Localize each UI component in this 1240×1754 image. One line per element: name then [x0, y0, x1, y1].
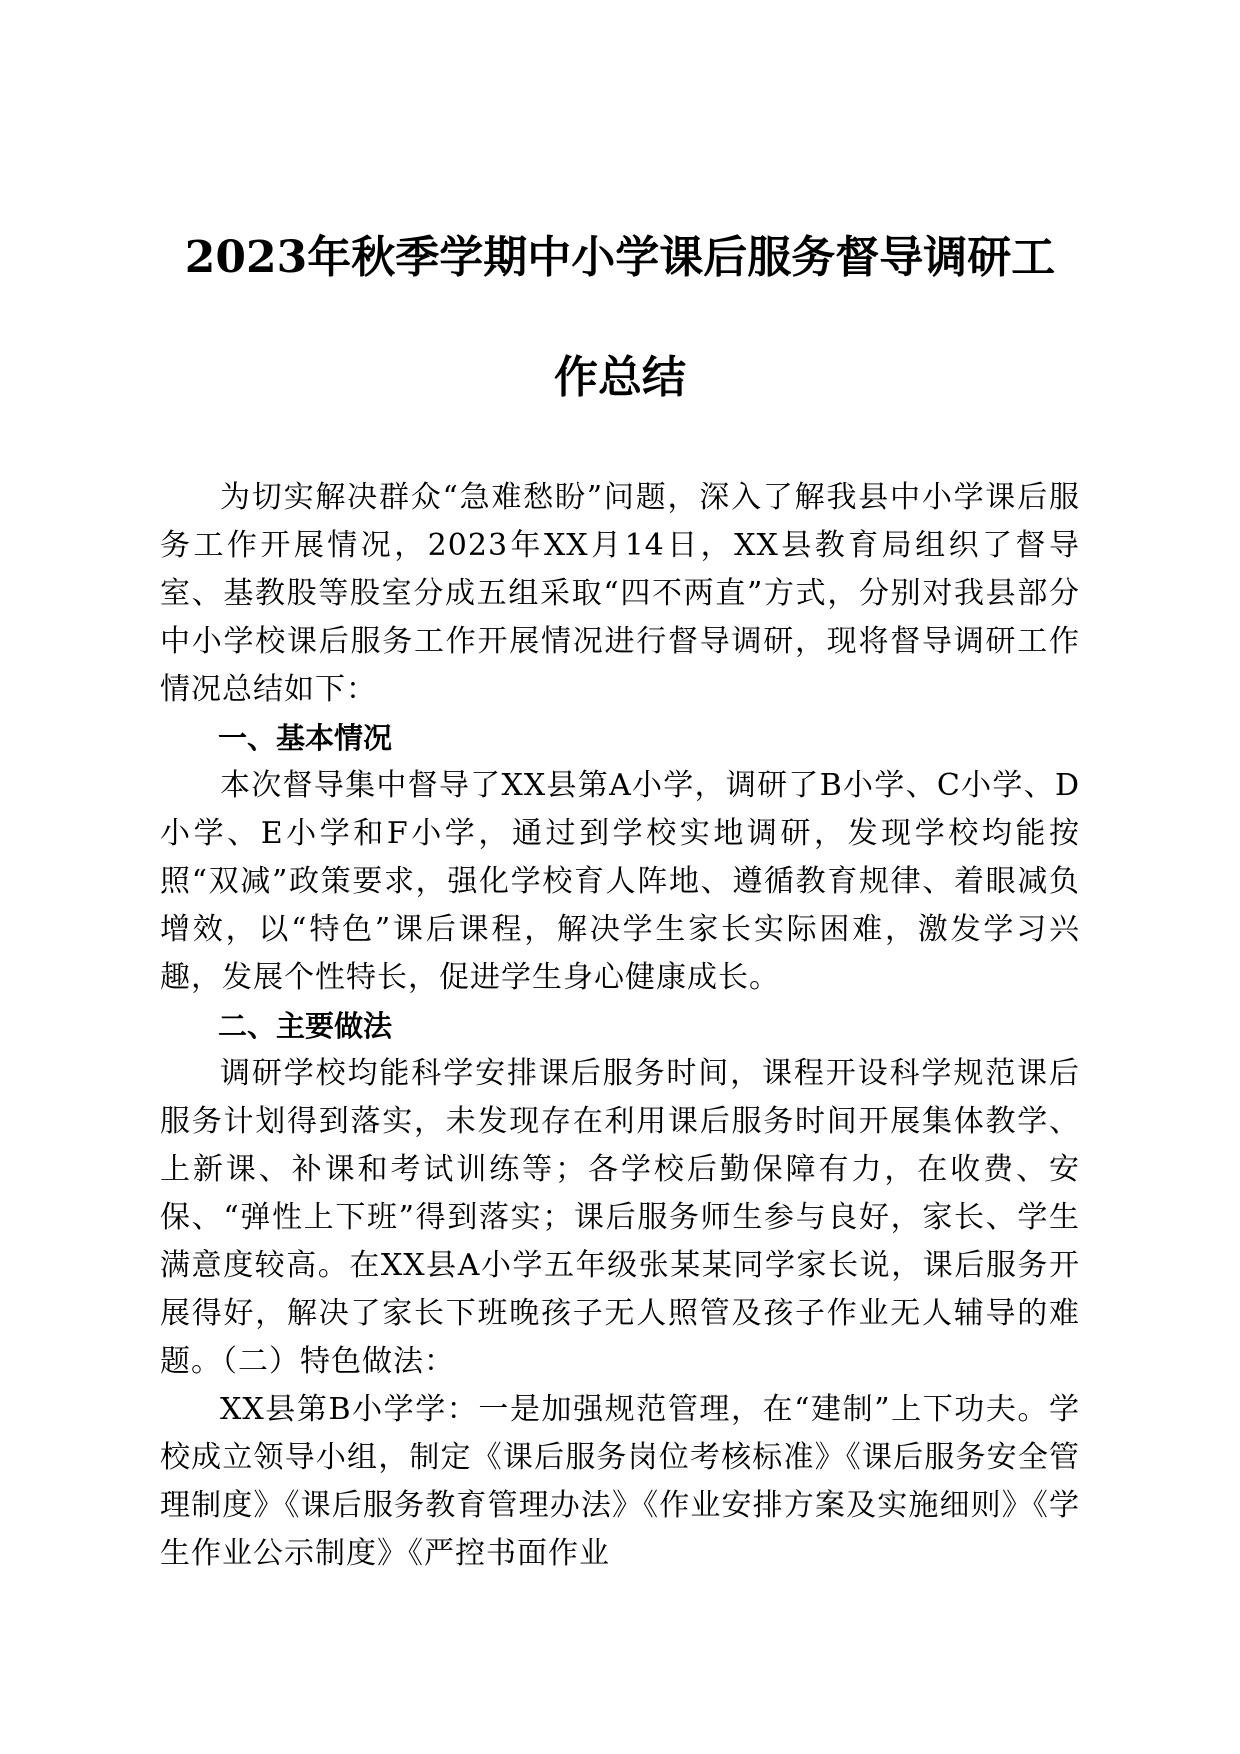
document-body — [160, 474, 1080, 1578]
document-title-line-1: 2023年秋季学期中小学课后服务督导调研工 — [184, 232, 1056, 283]
intro-paragraph: 为切实解决群众“急难愁盼”问题，深入了解我县中小学课后服务工作开展情况，2023年XX月14日，XX县教育局组织了督导室、基教股等股室分成五组采取“四不两直”方式，分别对我县部分中小学校课后服务工作开展情况进行督导调研，现将督导调研工作情况总结如下： — [160, 480, 1080, 707]
basic-situation-paragraph: 本次督导集中督导了XX县第A小学，调研了B小学、C小学、D小学、E小学和F小学，通过到学校实地调研，发现学校均能按照“双减”政策要求，强化学校育人阵地、遵循教育规律、着眼减负增效，以“特色”课后课程，解决学生家长实际困难，激发学习兴趣，发展个性特长，促进学生身心健康成长。 — [160, 768, 1080, 995]
section-heading-main-practices: 二、主要做法 — [218, 1009, 393, 1043]
featured-practices-paragraph: XX县第B小学学：一是加强规范管理，在“建制”上下功夫。学校成立领导小组，制定《课后服务岗位考核标准》《课后服务安全管理制度》《课后服务教育管理办法》《作业安排方案及实施细则》《学生作业公示制度》《严控书面作业 — [160, 1392, 1080, 1571]
document-title-line-2: 作总结 — [554, 352, 686, 403]
main-practices-paragraph: 调研学校均能科学安排课后服务时间，课程开设科学规范课后服务计划得到落实，未发现存在利用课后服务时间开展集体教学、上新课、补课和考试训练等；各学校后勤保障有力，在收费、安保、“弹性上下班”得到落实；课后服务师生参与良好，家长、学生满意度较高。在XX县A小学五年级张某某同学家长说，课后服务开展得好，解决了家长下班晚孩子无人照管及孩子作业无人辅导的难题。（二）特色做法： — [160, 1056, 1080, 1379]
section-heading-basic-situation: 一、基本情况 — [218, 721, 393, 755]
